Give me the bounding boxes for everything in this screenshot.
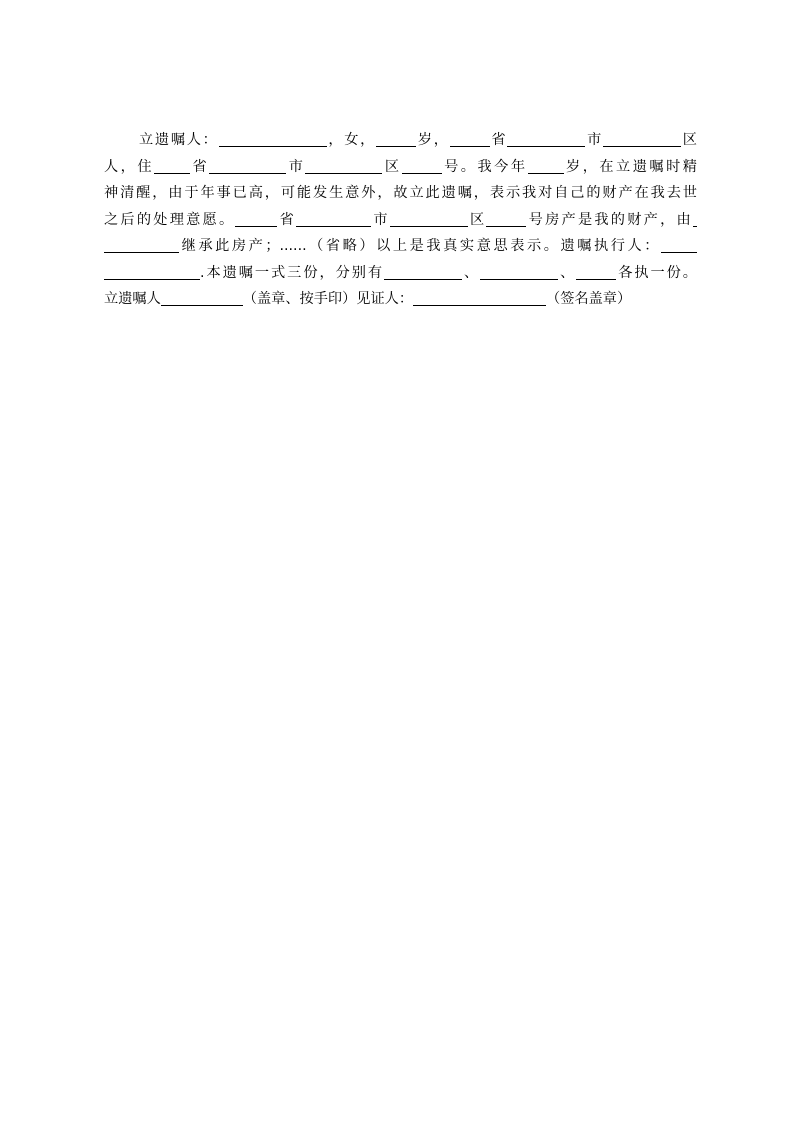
- number-text: 号。: [441, 159, 478, 175]
- testator-sign-label: 立遗嘱人: [104, 291, 161, 307]
- heir-blank[interactable]: [104, 236, 179, 253]
- testator-label: 立遗嘱人：: [139, 132, 219, 148]
- district-text: 区: [467, 212, 487, 228]
- each-holds-text: 各执一份。: [616, 265, 697, 281]
- disposition-text: 之后的处理意愿。: [104, 212, 236, 228]
- property-province-blank[interactable]: [235, 210, 277, 227]
- province-text: 省: [277, 212, 297, 228]
- city-text: 市: [585, 132, 603, 148]
- copies-text: 本遗嘱一式三份，分别有: [204, 265, 385, 281]
- province-text: 省: [190, 159, 210, 175]
- province-text: 省: [489, 132, 508, 148]
- property-district-blank[interactable]: [390, 210, 468, 227]
- seal-text: （盖章、按手印）: [242, 291, 357, 307]
- district-blank[interactable]: [603, 130, 681, 147]
- district-text: 区: [681, 132, 697, 148]
- witness-sign-blank[interactable]: [413, 289, 546, 306]
- witness-label: 见证人：: [356, 291, 414, 307]
- residence-district-blank[interactable]: [305, 157, 382, 174]
- gender-text: ，女，: [326, 132, 377, 148]
- period-text: .: [200, 265, 205, 281]
- resident-text: 人，住: [104, 159, 155, 175]
- current-age-blank[interactable]: [528, 157, 564, 174]
- property-text: 号房产是我的财产，由: [526, 212, 693, 228]
- executor-blank-start[interactable]: [661, 236, 697, 253]
- holder-1-blank[interactable]: [384, 263, 462, 280]
- will-line-7: [104, 286, 697, 312]
- age-text: 岁，: [416, 132, 450, 148]
- clause-text: 岁，在立遗嘱时精: [563, 159, 697, 175]
- executor-blank[interactable]: [104, 263, 200, 280]
- will-line-6: [104, 260, 697, 286]
- residence-province-blank[interactable]: [154, 157, 190, 174]
- age-blank[interactable]: [376, 130, 416, 147]
- residence-city-blank[interactable]: [209, 157, 286, 174]
- district-text: 区: [382, 159, 402, 175]
- omitted-text: ......（省略）以上是我真实意思表示。: [279, 238, 561, 254]
- separator-text: 、: [462, 265, 481, 281]
- sign-seal-text: （签名盖章）: [546, 291, 632, 307]
- testator-name-blank[interactable]: [219, 130, 327, 147]
- city-text: 市: [371, 212, 390, 228]
- will-line-3: [104, 180, 697, 206]
- holder-2-blank[interactable]: [480, 263, 558, 280]
- will-line-4: [104, 207, 697, 233]
- intent-text: 神清醒，由于年事已高，可能发生意外，故立此遗嘱，表示我对自己的财产在我去世: [104, 185, 697, 201]
- property-city-blank[interactable]: [296, 210, 371, 227]
- city-text: 市: [286, 159, 306, 175]
- province-blank[interactable]: [450, 130, 490, 147]
- executor-label: 遗嘱执行人：: [560, 238, 661, 254]
- residence-number-blank[interactable]: [402, 157, 442, 174]
- property-number-blank[interactable]: [486, 210, 526, 227]
- will-line-2: [104, 154, 697, 180]
- heir-blank-start[interactable]: [693, 210, 697, 227]
- will-line-5: [104, 233, 697, 259]
- will-line-1: [104, 127, 697, 153]
- separator-text: 、: [558, 265, 577, 281]
- testator-sign-blank[interactable]: [161, 289, 243, 306]
- city-blank[interactable]: [507, 130, 585, 147]
- inherit-text: 继承此房产；: [179, 238, 280, 254]
- holder-3-blank[interactable]: [576, 263, 616, 280]
- age-intro-text: 我今年: [477, 159, 528, 175]
